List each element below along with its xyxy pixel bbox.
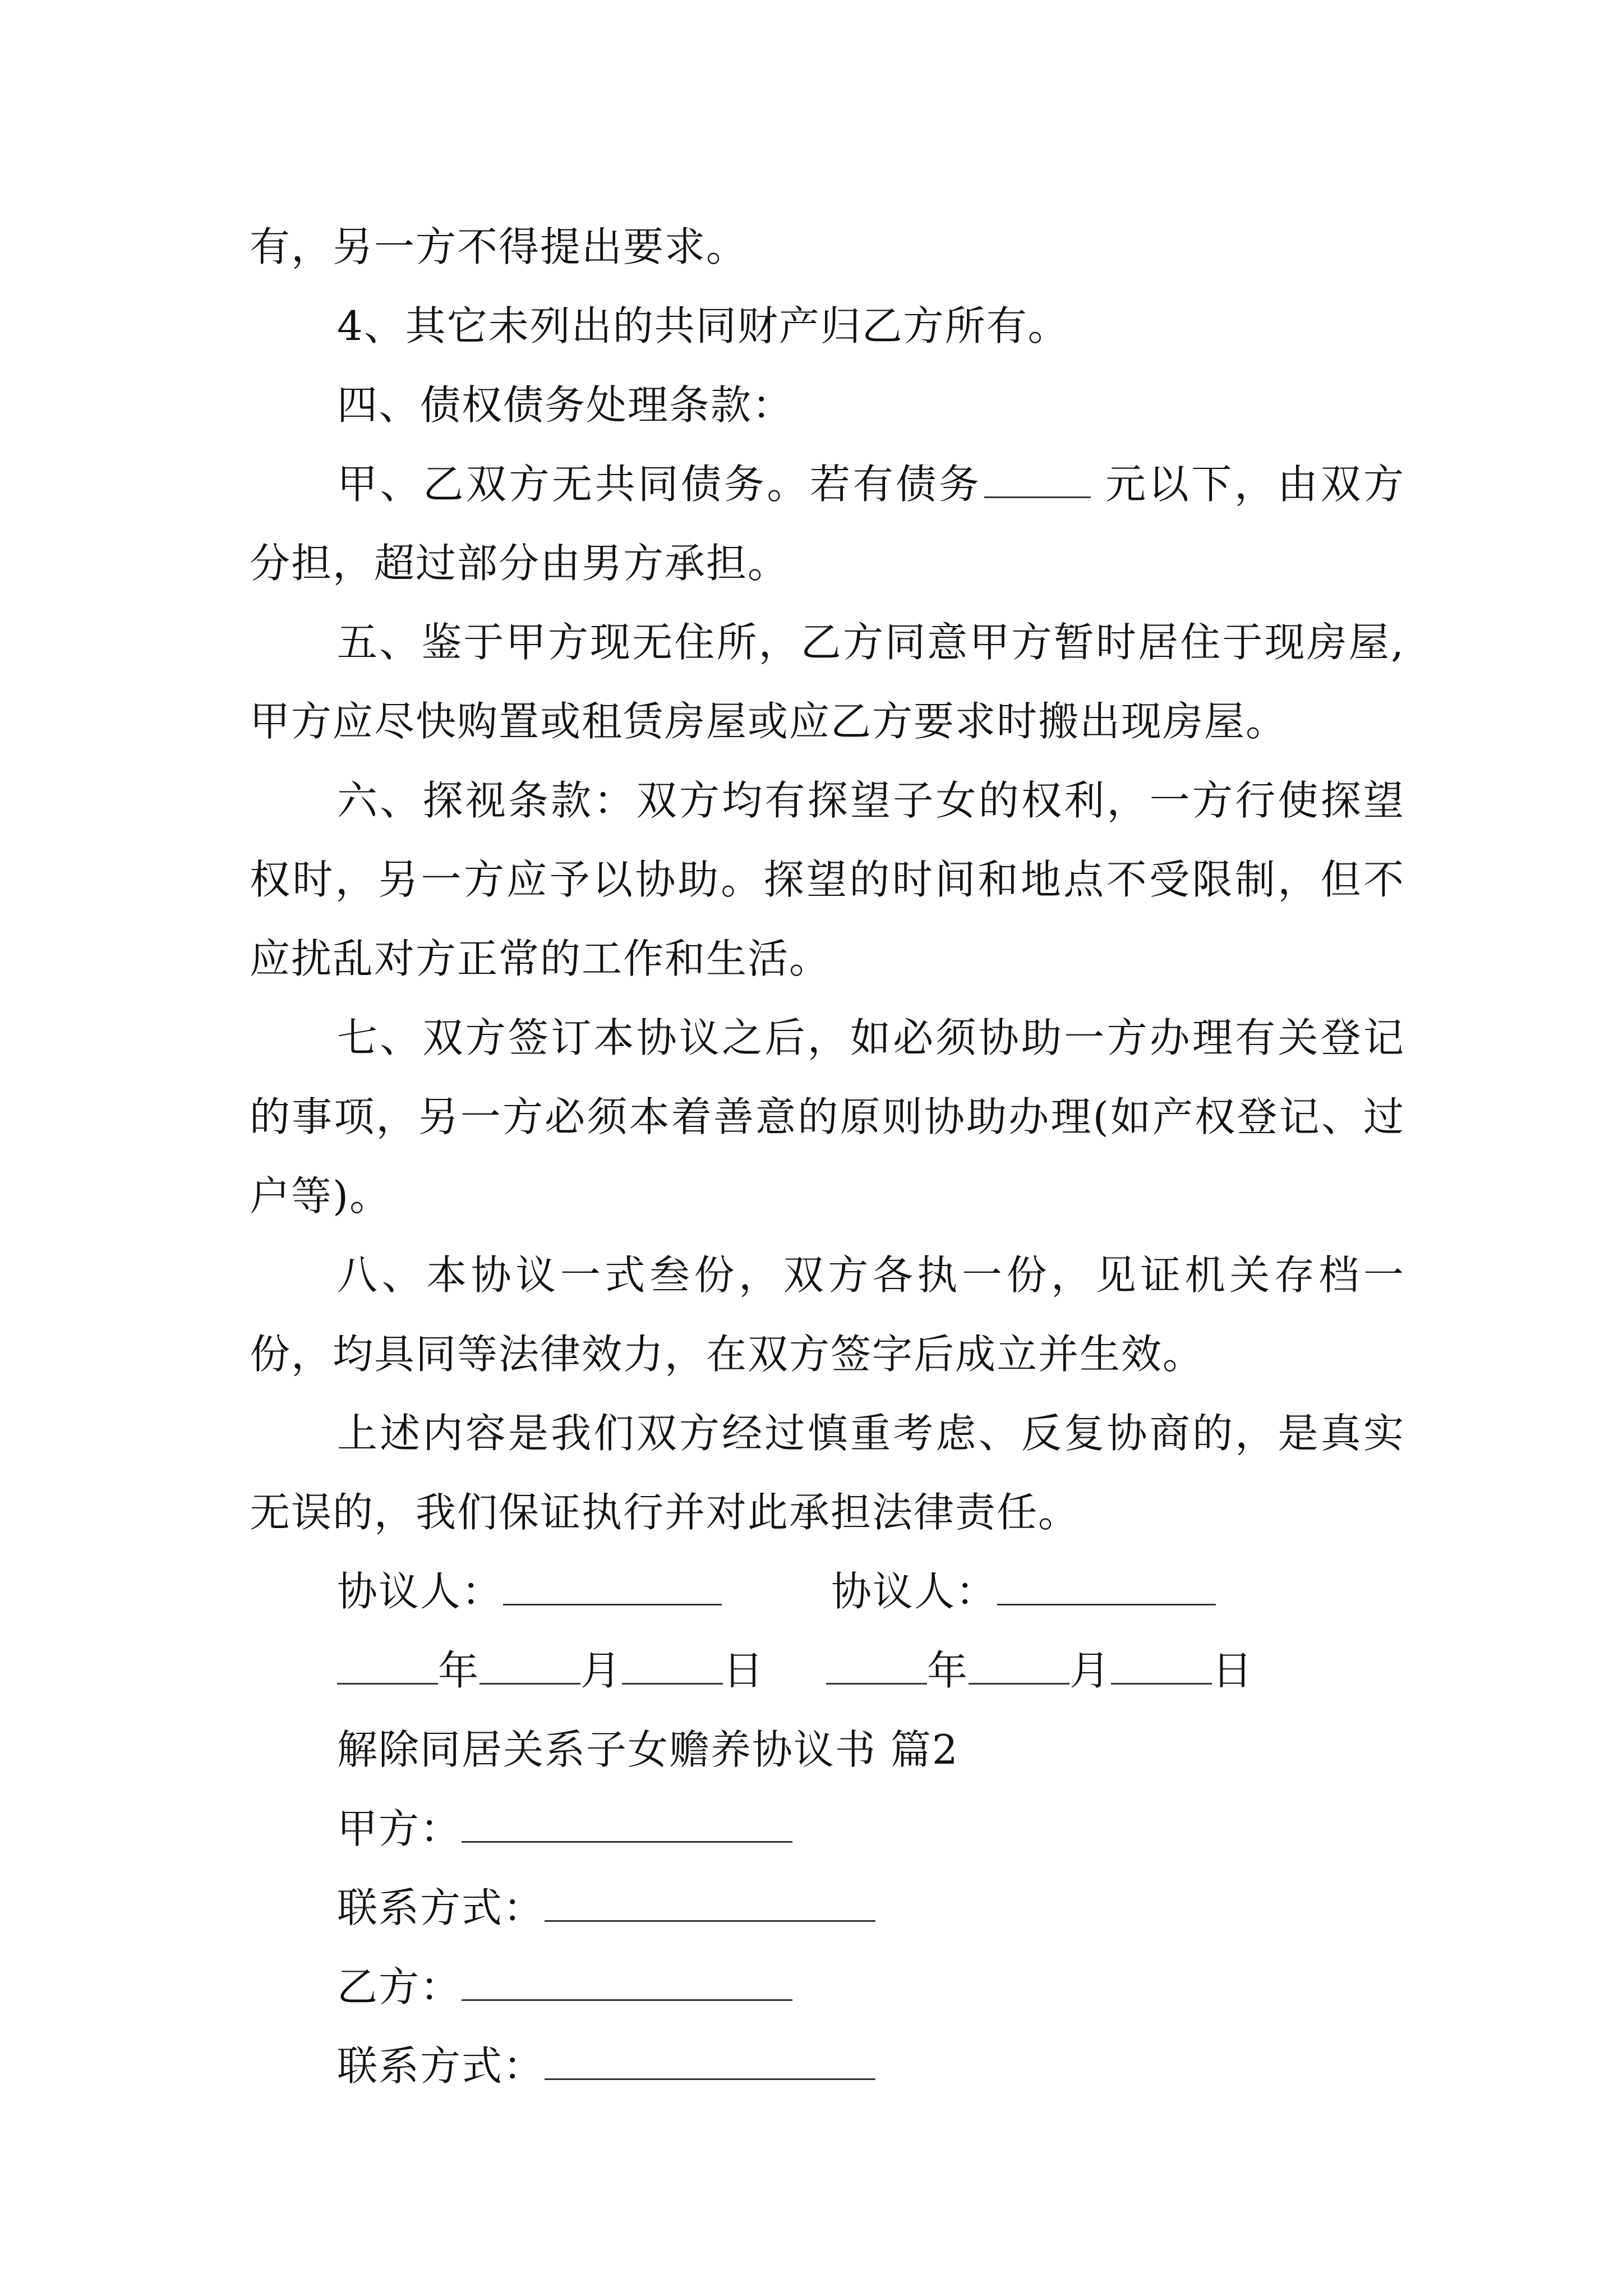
- contact-b-row: [250, 2027, 1405, 2106]
- contact-b-label: 联系方式：: [337, 2042, 545, 2090]
- day-label-b: 日: [1212, 1647, 1254, 1694]
- contact-a-label: 联系方式：: [337, 1884, 545, 1931]
- year-label-a: 年: [438, 1647, 480, 1694]
- debt-text-a: 甲、乙双方无共同债务。若有债务: [337, 461, 982, 508]
- party-b-row: [250, 1948, 1405, 2027]
- paragraph-residence: 五、鉴于甲方现无住所，乙方同意甲方暂时居住于现房屋,甲方应尽快购置或租赁房屋或应乙方要求时搬出现房屋。: [250, 619, 1405, 745]
- party-b-label: 乙方：: [337, 1963, 462, 2010]
- date-row: [250, 1631, 1405, 1710]
- contact-b-blank[interactable]: [545, 2045, 875, 2080]
- day-b-blank[interactable]: [1111, 1649, 1212, 1685]
- month-label-a: 月: [580, 1647, 623, 1694]
- contact-a-row: [250, 1869, 1405, 1948]
- month-a-blank[interactable]: [479, 1649, 580, 1685]
- month-b-blank[interactable]: [969, 1649, 1069, 1685]
- signer-row: [250, 1552, 1405, 1631]
- party-a-blank[interactable]: [462, 1807, 792, 1843]
- paragraph-visitation: 六、探视条款：双方均有探望子女的权利，一方行使探望权时，另一方应予以协助。探望的时间和地点不受限制，但不应扰乱对方正常的工作和生活。: [250, 777, 1405, 982]
- debt-amount-blank[interactable]: [984, 463, 1091, 498]
- signer-b-blank[interactable]: [997, 1570, 1216, 1605]
- signer-a-blank[interactable]: [503, 1570, 722, 1605]
- year-a-blank[interactable]: [337, 1649, 438, 1685]
- contact-a-blank[interactable]: [545, 1887, 875, 1922]
- party-a-row: [250, 1789, 1405, 1869]
- section2-title: 解除同居关系子女赡养协议书 篇2: [337, 1726, 959, 1773]
- year-b-blank[interactable]: [826, 1649, 927, 1685]
- paragraph-other-property: 4、其它未列出的共同财产归乙方所有。: [337, 302, 1069, 349]
- year-label-b: 年: [927, 1647, 969, 1694]
- heading-debt-clause: 四、债权债务处理条款：: [337, 381, 794, 429]
- paragraph-registration: 七、双方签订本协议之后，如必须协助一方办理有关登记的事项，另一方必须本着善意的原则协助办理(如产权登记、过户等)。: [250, 1014, 1405, 1220]
- paragraph-declaration: 上述内容是我们双方经过慎重考虑、反复协商的，是真实无误的，我们保证执行并对此承担法律责任。: [250, 1410, 1405, 1536]
- signer-label-a: 协议人：: [337, 1568, 504, 1615]
- debt-text-b: 元以下，由双方分担，超过部分由男方承担。: [250, 461, 1405, 587]
- month-label-b: 月: [1069, 1647, 1112, 1694]
- document-page: [250, 208, 1405, 2106]
- party-a-label: 甲方：: [337, 1805, 462, 1852]
- paragraph-debt: [250, 445, 1405, 603]
- paragraph-property-end: 有，另一方不得提出要求。: [250, 223, 748, 270]
- day-label-a: 日: [723, 1647, 765, 1694]
- party-b-blank[interactable]: [462, 1966, 792, 2001]
- day-a-blank[interactable]: [622, 1649, 723, 1685]
- signer-label-b: 协议人：: [831, 1568, 998, 1615]
- paragraph-copies: 八、本协议一式叁份，双方各执一份，见证机关存档一份，均具同等法律效力，在双方签字后成立并生效。: [250, 1251, 1405, 1378]
